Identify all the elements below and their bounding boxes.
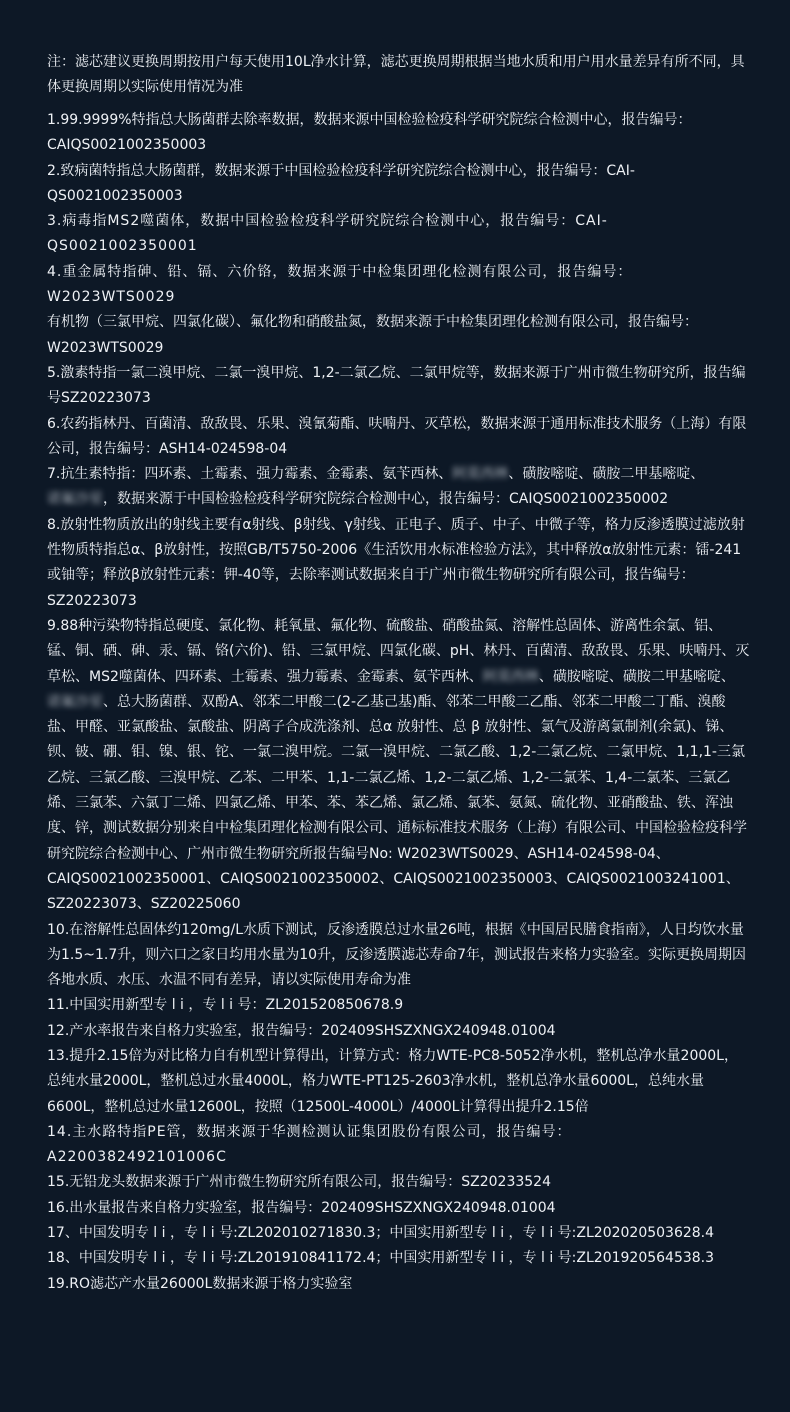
- footnote-17: 17、中国发明专 l i ，专 l i 号:ZL202010271830.3；中国实用新型专 l i ，专 l i 号:ZL202020503628.4: [47, 1225, 715, 1242]
- footnote-16: 16.出水量报告来自格力实验室，报告编号：202409SHSZXNGX240948.01004: [47, 1199, 556, 1216]
- footnote-6: 6.农药指林丹、百菌清、敌敌畏、乐果、溴氰菊酯、呋喃丹、灭草松，数据来源于通用标准技术服务（上海）有限公司，报告编号：ASH14-024598-04: [47, 415, 747, 457]
- blurred-term: 诺氟沙星: [47, 693, 103, 710]
- footnote-4-organics: 有机物（三氯甲烷、四氯化碳）、氟化物和硝酸盐氮，数据来源于中检集团理化检测有限公司，报告编号： W2023WTS0029: [47, 314, 698, 356]
- blurred-term: 阿莫西林: [452, 466, 509, 483]
- footnote-15: 15.无铅龙头数据来源于广州市微生物研究所有限公司，报告编号：SZ20233524: [47, 1174, 551, 1191]
- footnote-7: [47, 462, 750, 513]
- disclaimer-note: 注：滤芯建议更换周期按用户每天使用10L净水计算，滤芯更换周期根据当地水质和用户用水量差异有所不同，具体更换周期以实际使用情况为准: [47, 54, 745, 95]
- footnote-9-part-a: 9.88种污染物特指总硬度、氯化物、耗氧量、氟化物、硫酸盐、硝酸盐氮、溶解性总固体、游离性余氯、铝、锰、铜、硒、砷、汞、镉、铬(六价)、铅、三氯甲烷、四氯化碳、pH、林丹、百菌清、敌敌畏、乐果、呋喃丹、灭草松、MS2噬菌体、四环素、土霉素、强力霉素、金霉素、氨苄西林、: [47, 617, 750, 685]
- blurred-term: 阿莫西林: [482, 668, 539, 685]
- footnote-10: 10.在溶解性总固体约120mg/L水质下测试，反渗透膜总过水量26吨，根据《中国居民膳食指南》，人日均饮水量为1.5~1.7升，则六口之家日均用水量为10升，反渗透膜滤芯寿命7年，测试报告来格力实验室。实际更换周期因各地水质、水压、水温不同有差异，请以实际使用寿命为准: [47, 921, 746, 989]
- footnote-2: 2.致病菌特指总大肠菌群，数据来源于中国检验检疫科学研究院综合检测中心，报告编号：CAI-QS0021002350003: [47, 162, 635, 204]
- footnote-11: 11.中国实用新型专 l i ，专 l i 号：ZL201520850678.9: [47, 997, 404, 1014]
- footnote-7-part-a: 7.抗生素特指：四环素、土霉素、强力霉素、金霉素、氨苄西林、: [47, 466, 453, 483]
- blurred-term: 诺氟沙星: [47, 491, 103, 508]
- footnote-5: 5.激素特指一氯二溴甲烷、二氯一溴甲烷、1,2-二氯乙烷、二氯甲烷等，数据来源于广州市微生物研究所，报告编号SZ20223073: [47, 364, 746, 407]
- footnote-8: 8.放射性物质放出的射线主要有α射线、β射线、γ射线、正电子、质子、中子、中微子等，格力反渗透膜过滤放射性物质特指总α、β放射性，按照GB/T5750-2006《生活饮用水标准检验方法》，其中释放α放射性元素：镭-241或铀等；释放β放射性元素：钾-40等，去除率测试数据来自于广州市微生物研究所有限公司，报告编号：SZ20223073: [47, 516, 745, 609]
- footnote-18: 18、中国发明专 l i ，专 l i 号:ZL201910841172.4；中国实用新型专 l i ，专 l i 号:ZL201920564538.3: [47, 1250, 715, 1267]
- footnote-7-part-b: 、磺胺嘧啶、磺胺二甲基嘧啶、: [508, 466, 705, 483]
- footnote-19: 19.RO滤芯产水量26000L数据来源于格力实验室: [47, 1275, 353, 1292]
- footnote-4: 4.重金属特指砷、铅、镉、六价铬，数据来源于中检集团理化检测有限公司，报告编号：W2023WTS0029: [47, 263, 633, 306]
- footnote-13: 13.提升2.15倍为对比格力自有机型计算得出，计算方式：格力WTE-PC8-5052净水机，整机总净水量2000L，总纯水量2000L，整机总过水量4000L，格力WTE-PT125-2603净水机，整机总净水量6000L，总纯水量6600L，整机总过水量12600L，按照（12500L-4000L）/4000L计算得出提升2.15倍: [47, 1047, 738, 1115]
- footnote-9-part-b: 、磺胺嘧啶、磺胺二甲基嘧啶、: [538, 668, 735, 685]
- footnote-9-part-c: 、总大肠菌群、双酚A、邻苯二甲酸二(2-乙基己基)酯、邻苯二甲酸二乙酯、邻苯二甲酸二丁酯、溴酸盐、甲醛、亚氯酸盐、氯酸盐、阴离子合成洗涤剂、总α 放射性、总 β 放射性、氯气及游离氯制剂(余氯)、锑、钡、铍、硼、钼、镍、银、铊、一氯二溴甲烷。二氯一溴甲烷、二氯乙酸、1,2-二氯乙烷、二氯甲烷、1,1,1-三氯乙烷、三氯乙酸、三溴甲烷、乙苯、二甲苯、1,1-二氯乙烯、1,2-二氯乙烯、1,2-二氯苯、1,4-二氯苯、三氯乙烯、三氯苯、六氯丁二烯、四氯乙烯、甲苯、苯、苯乙烯、氯乙烯、氯苯、氨氮、硫化物、亚硝酸盐、铁、浑浊度、锌，测试数据分别来自中检集团理化检测有限公司、通标标准技术服务（上海）有限公司、中国检验检疫科学研究院综合检测中心、广州市微生物研究所报告编号No: W2023WTS0029、ASH14-024598-04、CAIQS0021002350001、CAIQS0021002350002、CAIQS0021002350003、CAIQS0021003241001、SZ20223073、SZ20225060: [47, 693, 747, 913]
- footnote-14: 14.主水路特指PE管，数据来源于华测检测认证集团股份有限公司，报告编号：A2200382492101006C: [47, 1123, 572, 1166]
- footnote-1: 1.99.9999%特指总大肠菌群去除率数据，数据来源中国检验检疫科学研究院综合检测中心，报告编号：CAIQS0021002350003: [47, 112, 692, 154]
- footnote-12: 12.产水率报告来自格力实验室，报告编号：202409SHSZXNGX240948.01004: [47, 1022, 556, 1039]
- footnote-3: 3.病毒指MS2噬菌体，数据中国检验检疫科学研究院综合检测中心，报告编号：CAI-QS0021002350001: [47, 213, 608, 255]
- footnote-9: [47, 614, 750, 918]
- footnote-7-part-c: ，数据来源于中国检验检疫科学研究院综合检测中心，报告编号：CAIQS0021002350002: [103, 491, 669, 508]
